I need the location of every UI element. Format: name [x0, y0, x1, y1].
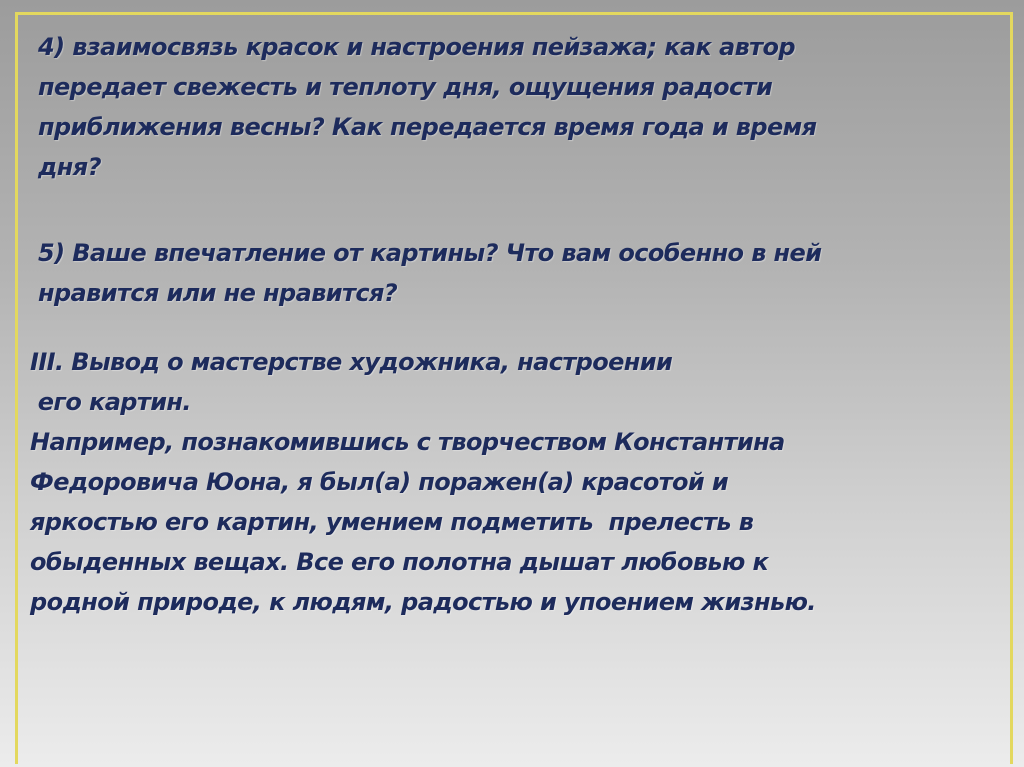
text-line: приближения весны? Как передается время года и время [38, 113, 817, 141]
text-line: обыденных вещах. Все его полотна дышат любовью к [30, 548, 769, 576]
question-5-text [38, 233, 821, 313]
section-heading-line: III. Вывод о мастерстве художника, настроении [30, 348, 673, 376]
text-line: передает свежесть и теплоту дня, ощущения радости [38, 73, 773, 101]
text-line: Федоровича Юона, я был(а) поражен(а) красотой и [30, 468, 729, 496]
conclusion-section-text [30, 342, 816, 622]
text-line: яркостью его картин, умением подметить прелесть в [30, 508, 754, 536]
text-line: нравится или не нравится? [38, 279, 398, 307]
question-4-text [38, 27, 816, 187]
text-line: Например, познакомившись с творчеством Константина [30, 428, 785, 456]
text-line: родной природе, к людям, радостью и упоением жизнью. [30, 588, 816, 616]
text-line: дня? [38, 153, 101, 181]
section-heading-line: его картин. [30, 388, 191, 416]
text-line: 4) взаимосвязь красок и настроения пейзажа; как автор [38, 33, 795, 61]
text-line: 5) Ваше впечатление от картины? Что вам особенно в ней [38, 239, 822, 267]
